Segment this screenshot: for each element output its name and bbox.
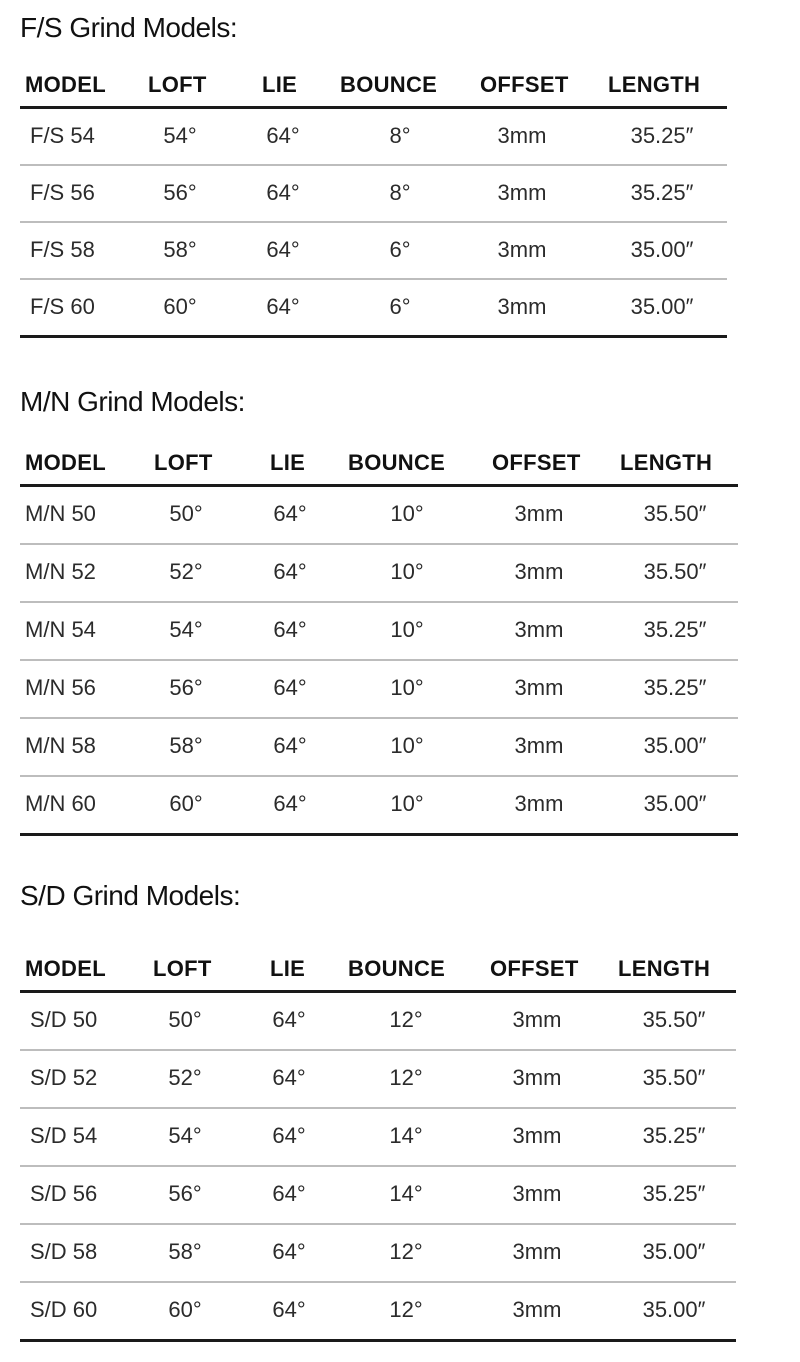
length-cell: 35.00″: [643, 791, 707, 816]
header-length: LENGTH: [608, 72, 701, 97]
header-lie: LIE: [270, 956, 306, 981]
length-cell: 35.00″: [642, 1297, 706, 1322]
lie-cell: 64°: [266, 123, 300, 148]
bounce-cell: 12°: [389, 1239, 423, 1264]
loft-cell: 58°: [169, 733, 203, 758]
loft-cell: 56°: [169, 675, 203, 700]
loft-cell: 54°: [169, 617, 203, 642]
loft-cell: 56°: [163, 180, 197, 205]
table-row: [20, 109, 727, 166]
model-cell: F/S 60: [30, 294, 95, 319]
loft-cell: 56°: [168, 1181, 202, 1206]
header-model: MODEL: [25, 72, 106, 97]
bounce-cell: 12°: [389, 1065, 423, 1090]
loft-cell: 50°: [168, 1007, 202, 1032]
section-title: M/N Grind Models:: [20, 386, 245, 417]
lie-cell: 64°: [266, 294, 300, 319]
table-row: [20, 1283, 736, 1342]
offset-cell: 3mm: [512, 1181, 562, 1206]
bounce-cell: 10°: [390, 675, 424, 700]
lie-cell: 64°: [272, 1181, 306, 1206]
header-loft: LOFT: [153, 956, 212, 981]
loft-cell: 52°: [168, 1065, 202, 1090]
bounce-cell: 14°: [389, 1181, 423, 1206]
bounce-cell: 12°: [389, 1007, 423, 1032]
lie-cell: 64°: [272, 1007, 306, 1032]
length-cell: 35.00″: [630, 294, 694, 319]
bounce-cell: 10°: [390, 791, 424, 816]
header-offset: OFFSET: [492, 450, 581, 475]
table-row: [20, 1051, 736, 1109]
bounce-cell: 6°: [389, 294, 411, 319]
offset-cell: 3mm: [512, 1007, 562, 1032]
length-cell: 35.25″: [643, 675, 707, 700]
header-offset: OFFSET: [490, 956, 579, 981]
lie-cell: 64°: [273, 617, 307, 642]
model-cell: S/D 58: [30, 1239, 98, 1264]
header-loft: LOFT: [148, 72, 207, 97]
bounce-cell: 12°: [389, 1297, 423, 1322]
header-offset: OFFSET: [480, 72, 569, 97]
header-length: LENGTH: [618, 956, 711, 981]
table-row: [20, 280, 727, 338]
loft-cell: 54°: [168, 1123, 202, 1148]
header-model: MODEL: [25, 450, 106, 475]
lie-cell: 64°: [266, 180, 300, 205]
section-title: F/S Grind Models:: [20, 12, 238, 43]
model-cell: M/N 54: [25, 617, 96, 642]
offset-cell: 3mm: [514, 791, 564, 816]
loft-cell: 58°: [168, 1239, 202, 1264]
length-cell: 35.00″: [642, 1239, 706, 1264]
model-cell: M/N 52: [25, 559, 96, 584]
offset-cell: 3mm: [514, 501, 564, 526]
lie-cell: 64°: [272, 1065, 306, 1090]
loft-cell: 60°: [169, 791, 203, 816]
header-row: [20, 70, 727, 109]
length-cell: 35.50″: [642, 1065, 706, 1090]
table-row: [20, 1225, 736, 1283]
offset-cell: 3mm: [514, 617, 564, 642]
table-body: [20, 993, 736, 1342]
offset-cell: 3mm: [512, 1123, 562, 1148]
model-cell: M/N 60: [25, 791, 96, 816]
length-cell: 35.00″: [630, 237, 694, 262]
lie-cell: 64°: [273, 675, 307, 700]
offset-cell: 3mm: [512, 1239, 562, 1264]
offset-cell: 3mm: [512, 1065, 562, 1090]
lie-cell: 64°: [273, 501, 307, 526]
lie-cell: 64°: [273, 733, 307, 758]
model-cell: S/D 60: [30, 1297, 98, 1322]
model-cell: M/N 50: [25, 501, 96, 526]
offset-cell: 3mm: [497, 237, 547, 262]
header-lie: LIE: [270, 450, 306, 475]
model-cell: M/N 56: [25, 675, 96, 700]
table-row: [20, 777, 738, 836]
length-cell: 35.50″: [643, 501, 707, 526]
lie-cell: 64°: [272, 1297, 306, 1322]
lie-cell: 64°: [266, 237, 300, 262]
table-row: [20, 719, 738, 777]
table-row: [20, 487, 738, 545]
offset-cell: 3mm: [514, 559, 564, 584]
table-row: [20, 166, 727, 223]
table-row: [20, 993, 736, 1051]
lie-cell: 64°: [273, 559, 307, 584]
loft-cell: 52°: [169, 559, 203, 584]
table-row: [20, 1167, 736, 1225]
lie-cell: 64°: [272, 1239, 306, 1264]
length-cell: 35.50″: [642, 1007, 706, 1032]
lie-cell: 64°: [272, 1123, 306, 1148]
model-cell: S/D 52: [30, 1065, 98, 1090]
header-lie: LIE: [262, 72, 298, 97]
lie-cell: 64°: [273, 791, 307, 816]
loft-cell: 54°: [163, 123, 197, 148]
header-row: [20, 954, 736, 993]
model-cell: F/S 56: [30, 180, 95, 205]
bounce-cell: 10°: [390, 733, 424, 758]
header-bounce: BOUNCE: [340, 72, 438, 97]
model-cell: M/N 58: [25, 733, 96, 758]
header-row: [20, 448, 738, 487]
table-row: [20, 661, 738, 719]
length-cell: 35.00″: [643, 733, 707, 758]
length-cell: 35.25″: [630, 123, 694, 148]
bounce-cell: 8°: [389, 180, 411, 205]
bounce-cell: 10°: [390, 559, 424, 584]
bounce-cell: 14°: [389, 1123, 423, 1148]
spec-table: [20, 70, 727, 338]
offset-cell: 3mm: [514, 733, 564, 758]
length-cell: 35.25″: [642, 1181, 706, 1206]
model-cell: F/S 58: [30, 237, 95, 262]
loft-cell: 60°: [163, 294, 197, 319]
bounce-cell: 10°: [390, 501, 424, 526]
offset-cell: 3mm: [497, 123, 547, 148]
header-length: LENGTH: [620, 450, 713, 475]
section-title: S/D Grind Models:: [20, 880, 241, 911]
header-bounce: BOUNCE: [348, 956, 446, 981]
loft-cell: 50°: [169, 501, 203, 526]
model-cell: S/D 56: [30, 1181, 98, 1206]
table-row: [20, 603, 738, 661]
table-body: [20, 109, 727, 338]
model-cell: F/S 54: [30, 123, 95, 148]
header-model: MODEL: [25, 956, 106, 981]
bounce-cell: 8°: [389, 123, 411, 148]
model-cell: S/D 50: [30, 1007, 98, 1032]
spec-table: [20, 448, 738, 836]
header-loft: LOFT: [154, 450, 213, 475]
bounce-cell: 6°: [389, 237, 411, 262]
loft-cell: 58°: [163, 237, 197, 262]
offset-cell: 3mm: [497, 180, 547, 205]
table-row: [20, 545, 738, 603]
offset-cell: 3mm: [497, 294, 547, 319]
length-cell: 35.25″: [630, 180, 694, 205]
model-cell: S/D 54: [30, 1123, 98, 1148]
bounce-cell: 10°: [390, 617, 424, 642]
table-body: [20, 487, 738, 836]
table-row: [20, 223, 727, 280]
header-bounce: BOUNCE: [348, 450, 446, 475]
loft-cell: 60°: [168, 1297, 202, 1322]
table-row: [20, 1109, 736, 1167]
offset-cell: 3mm: [514, 675, 564, 700]
spec-table: [20, 954, 736, 1342]
length-cell: 35.25″: [642, 1123, 706, 1148]
length-cell: 35.25″: [643, 617, 707, 642]
length-cell: 35.50″: [643, 559, 707, 584]
offset-cell: 3mm: [512, 1297, 562, 1322]
